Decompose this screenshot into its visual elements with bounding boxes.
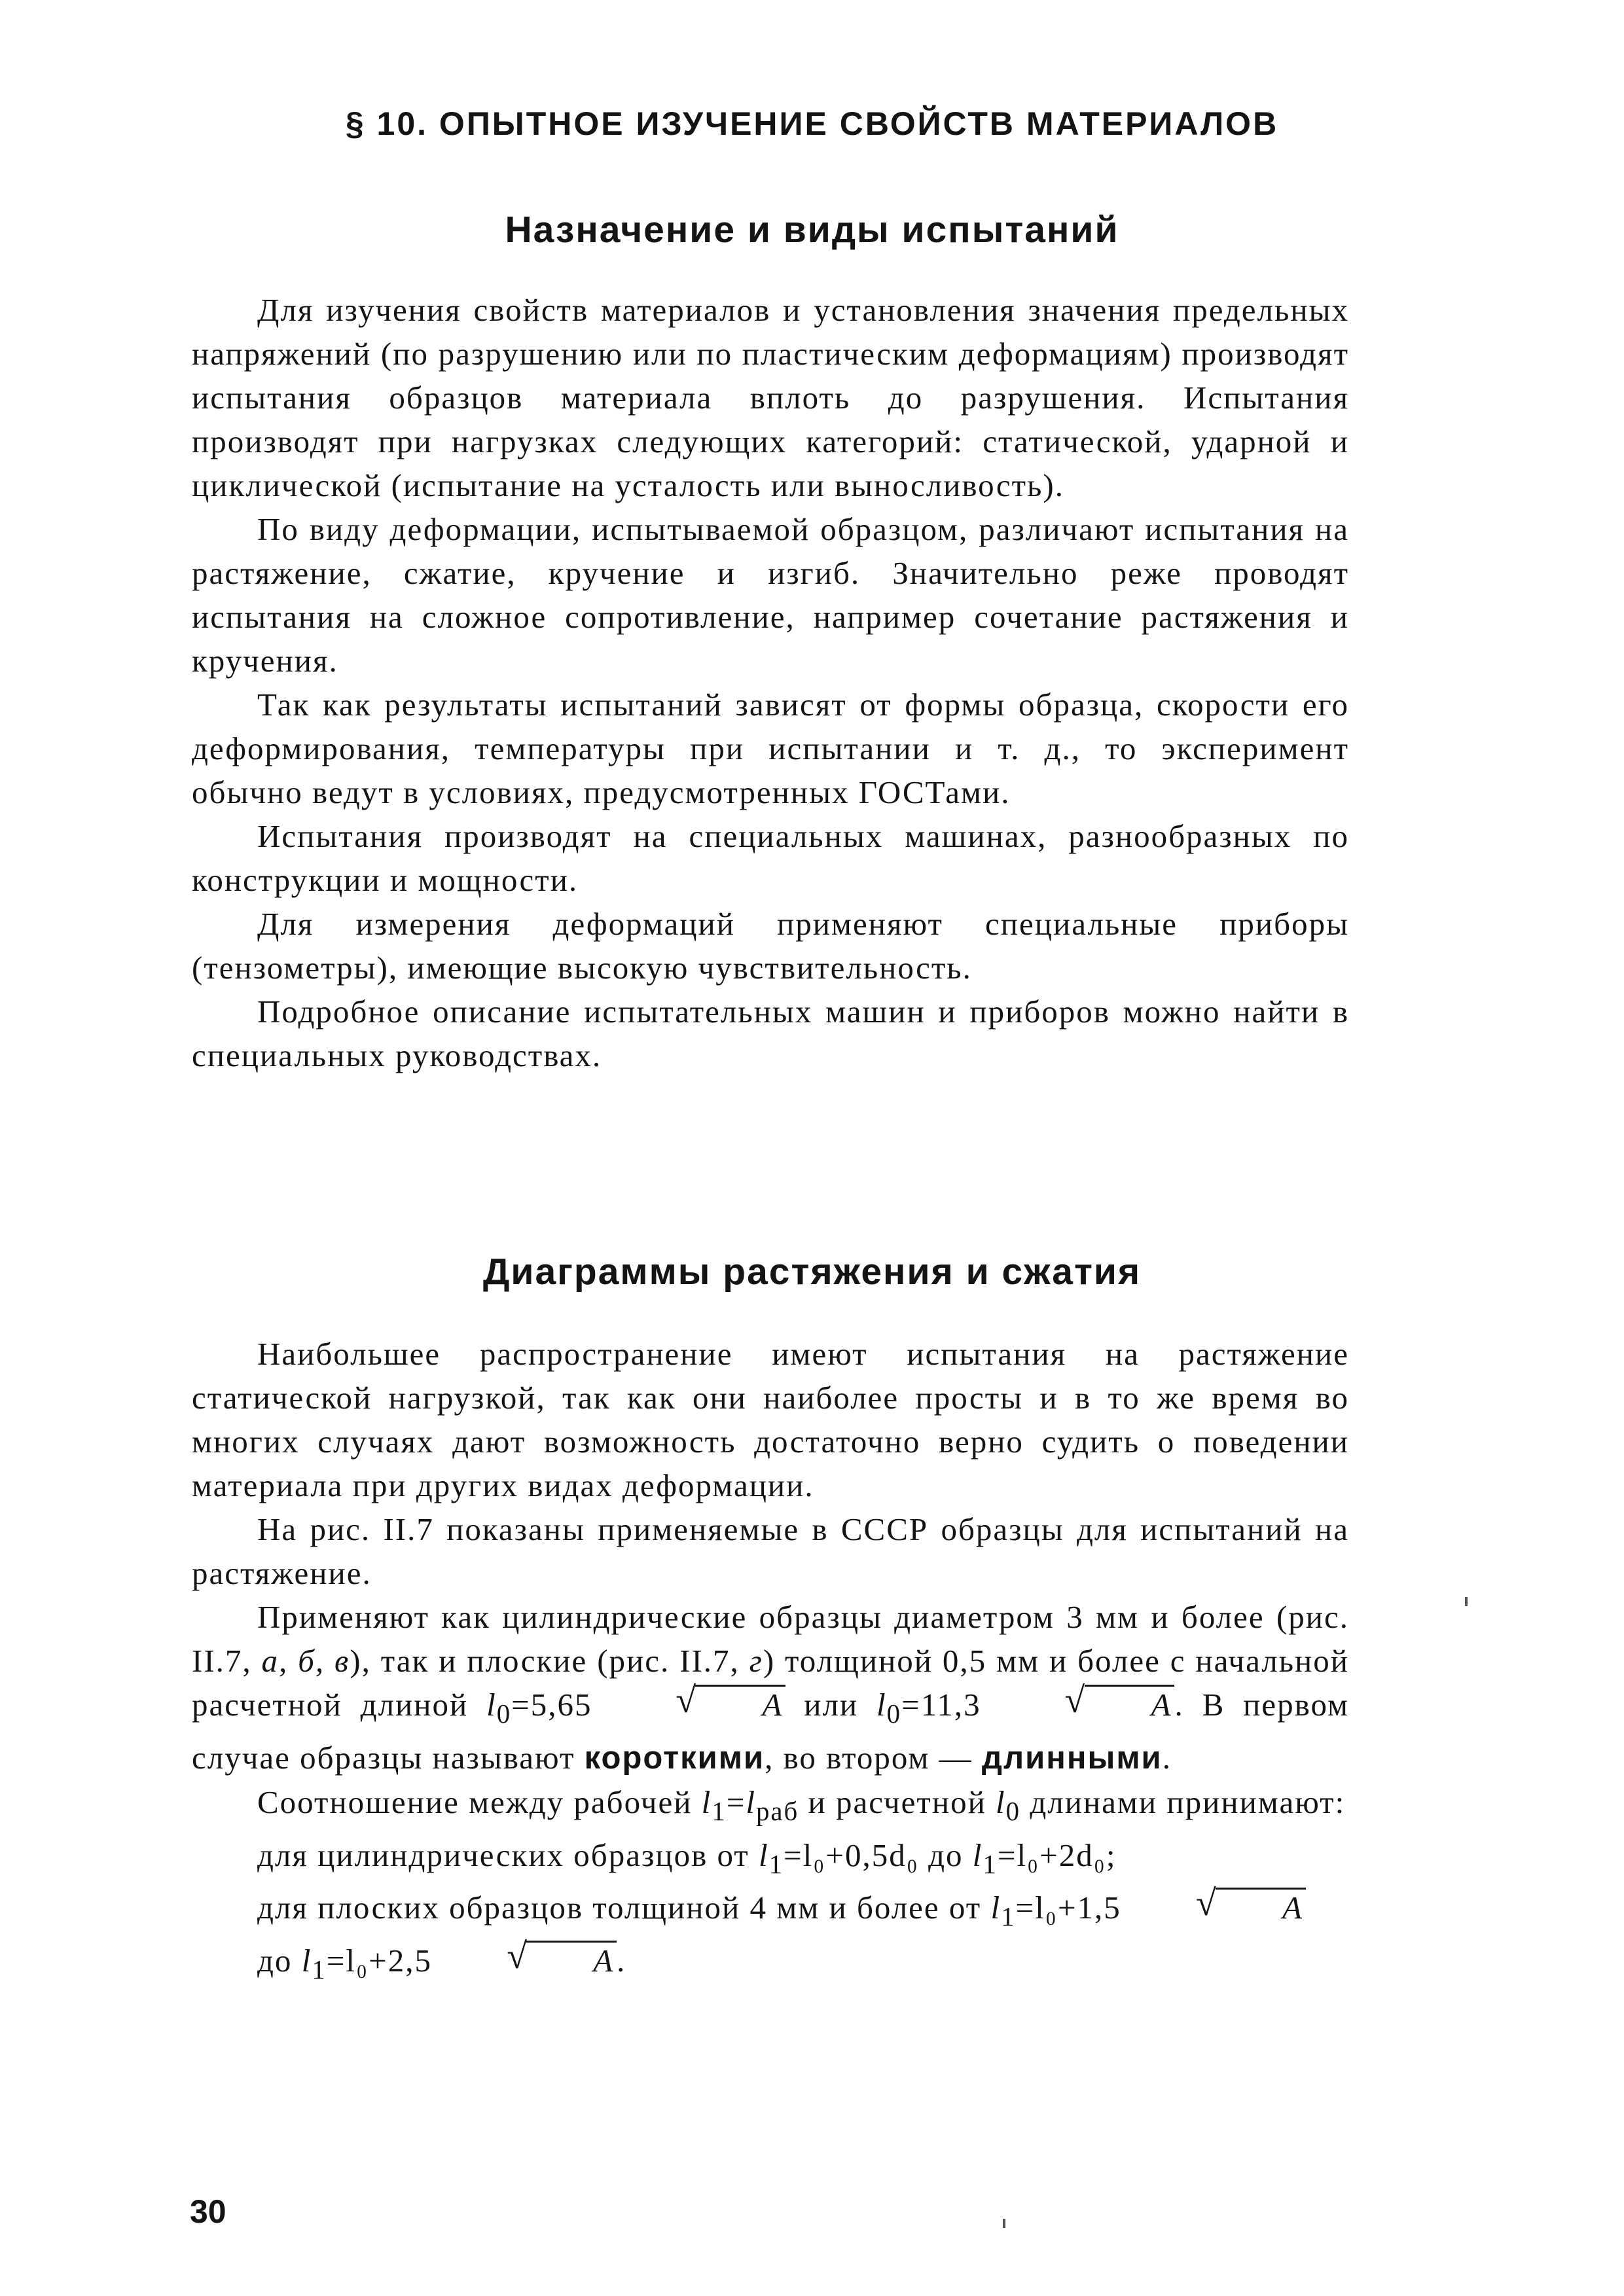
paragraph: По виду деформации, испытываемой образцом, различают испытания на растяжение, сжатие, кручение и изгиб. Значительно реже проводят испытания на сложное сопротивление, например сочетание растяжения и кручения. <box>192 511 1349 679</box>
subsection-title-tests: Назначение и виды испытаний <box>505 209 1119 251</box>
diagrams-text-block <box>192 1332 1349 1992</box>
scan-speck <box>1465 1597 1468 1606</box>
term-long: длинными <box>981 1740 1163 1776</box>
paragraph: Наибольшее распространение имеют испытания на растяжение статической нагрузкой, так как они наиболее просты и в то же время во многих случаях дают возможность достаточно верно судить о поведении материала при других видах деформации. <box>192 1336 1349 1503</box>
figure-ref: а, б, в <box>261 1643 350 1679</box>
paragraph: Так как результаты испытаний зависят от формы образца, скорости его деформирования, температуры при испытании и т. д., то эксперимент обычно ведут в условиях, предусмотренных ГОСТами. <box>192 687 1349 810</box>
paragraph-specimens: Применяют как цилиндрические образцы диаметром 3 мм и более (рис. II.7, а, б, в), так и плоские (рис. II.7, г) толщиной 0,5 мм и более с начальной расчетной длиной $l_0=5,65$ √ A или $l_0=11,3$ √ A. В первом случае образцы называют короткими, во втором — длинными. <box>192 1595 1349 1780</box>
paragraph-lengths: Соотношение между рабочей $l_1=l_{раб}$ и расчетной $l_0$ длинами принимают: <box>257 1784 1346 1826</box>
formula-symbol: l <box>486 1687 497 1723</box>
paragraph: Для изучения свойств материалов и установления значения предельных напряжений (по разрушению или по пластическим деформациям) производят испытания образцов материала вплоть до разрушения. Испытания производят при нагрузках следующих категорий: статической, ударной и циклической (испытание на усталость или выносливость). <box>192 292 1349 503</box>
section-title: § 10. ОПЫТНОЕ ИЗУЧЕНИЕ СВОЙСТВ МАТЕРИАЛОВ <box>345 105 1279 142</box>
formula-flat-cont: до $l_1=l_0+2,5$ √ A. <box>192 1939 1349 1992</box>
formula-flat: для плоских образцов толщиной 4 мм и более от $l_1=l_0+1,5$ √ A <box>192 1886 1349 1939</box>
paragraph: Подробное описание испытательных машин и приборов можно найти в специальных руководствах. <box>192 994 1349 1073</box>
paragraph: На рис. II.7 показаны применяемые в СССР образцы для испытаний на растяжение. <box>192 1511 1349 1591</box>
paragraph: Испытания производят на специальных машинах, разнообразных по конструкции и мощности. <box>192 818 1349 898</box>
page-number: 30 <box>190 2193 226 2230</box>
formula-symbol: l <box>876 1687 887 1723</box>
term-short: короткими <box>584 1740 765 1776</box>
sqrt-symbol: √ A <box>441 1939 617 1982</box>
paragraph: Для измерения деформаций применяют специальные приборы (тензометры), имеющие высокую чувствительность. <box>192 906 1349 986</box>
sqrt-symbol: √ A <box>610 1683 785 1727</box>
sqrt-symbol: √ A <box>1000 1683 1175 1727</box>
figure-ref: г <box>749 1643 763 1679</box>
formula-cylindrical: для цилиндрических образцов от $l_1=l_0+0,5d_0$ до $l_1=l_0+2d_0$; <box>257 1837 1117 1879</box>
subsection-title-diagrams: Диаграммы растяжения и сжатия <box>482 1251 1142 1293</box>
sqrt-symbol: √ A <box>1130 1886 1306 1929</box>
tests-text-block <box>192 288 1349 1077</box>
scan-speck <box>1003 2219 1005 2228</box>
